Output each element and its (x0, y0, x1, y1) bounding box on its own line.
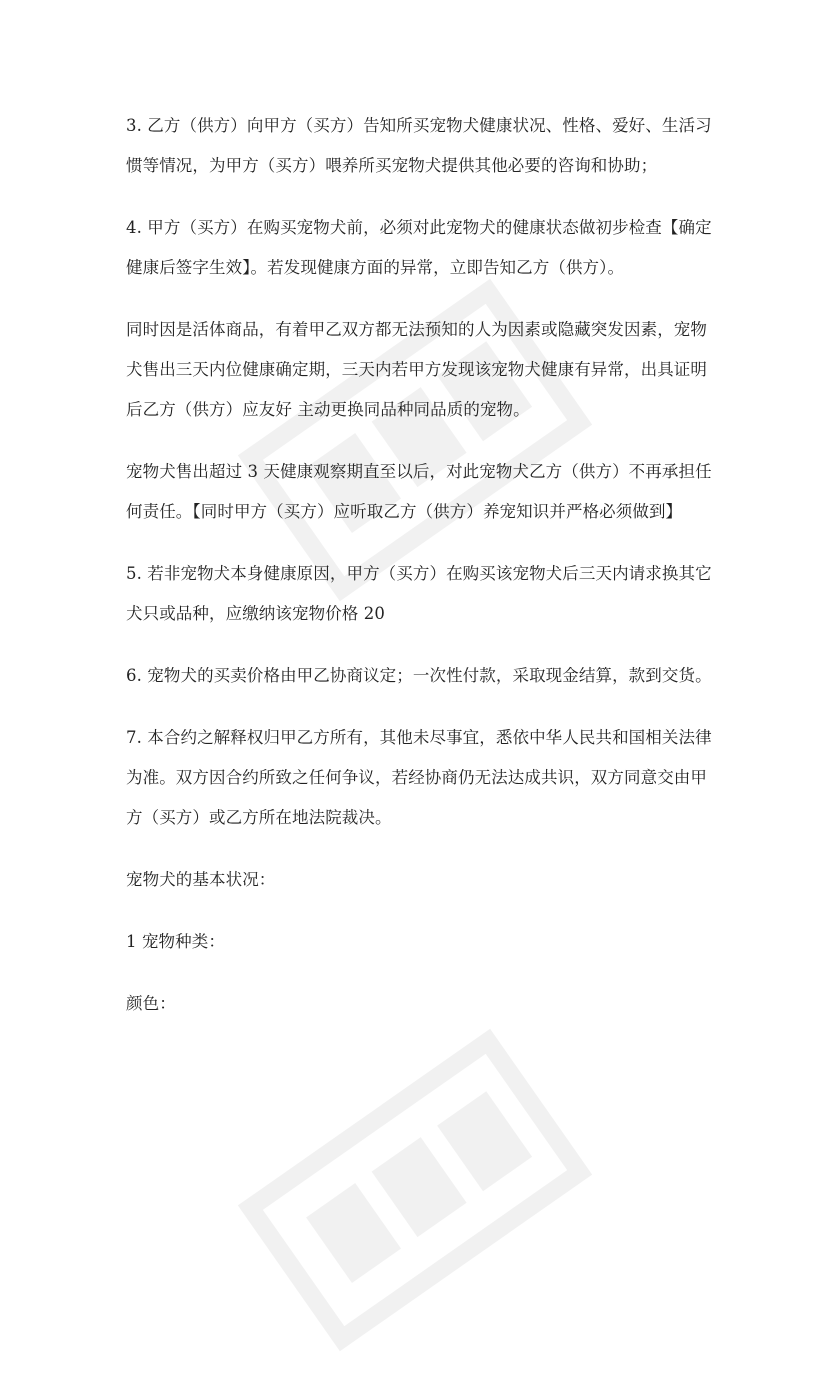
paragraph-clause-7: 7. 本合约之解释权归甲乙方所有，其他未尽事宜，悉依中华人民共和国相关法律为准。双方因合约所致之任何争议，若经协商仍无法达成共识，双方同意交由甲方（买方）或乙方所在地法院裁决。 (126, 728, 712, 827)
document-body (126, 106, 716, 1024)
paragraph-clause-5: 5. 若非宠物犬本身健康原因，甲方（买方）在购买该宠物犬后三天内请求换其它犬只或品种，应缴纳该宠物价格 20 (126, 564, 712, 623)
section-heading-basic-status: 宠物犬的基本状况： (126, 870, 276, 889)
field-pet-type: 1 宠物种类： (126, 932, 225, 951)
paragraph-clause-6: 6. 宠物犬的买卖价格由甲乙协商议定；一次性付款，采取现金结算，款到交货。 (126, 666, 712, 685)
watermark-logo-icon (217, 1005, 614, 1374)
paragraph-after-observation: 宠物犬售出超过 3 天健康观察期直至以后，对此宠物犬乙方（供方）不再承担任何责任。【同时甲方（买方）应听取乙方（供方）养宠知识并严格必须做到】 (126, 462, 712, 521)
paragraph-health-period: 同时因是活体商品，有着甲乙双方都无法预知的人为因素或隐藏突发因素，宠物犬售出三天内位健康确定期，三天内若甲方发现该宠物犬健康有异常，出具证明后乙方（供方）应友好 主动更换同品种同品质的宠物。 (126, 320, 707, 419)
paragraph-clause-3: 3. 乙方（供方）向甲方（买方）告知所买宠物犬健康状况、性格、爱好、生活习惯等情况，为甲方（买方）喂养所买宠物犬提供其他必要的咨询和协助； (126, 116, 712, 175)
paragraph-clause-4: 4. 甲方（买方）在购买宠物犬前，必须对此宠物犬的健康状态做初步检查【确定健康后签字生效】。若发现健康方面的异常，立即告知乙方（供方）。 (126, 218, 712, 277)
field-color: 颜色： (126, 994, 176, 1013)
